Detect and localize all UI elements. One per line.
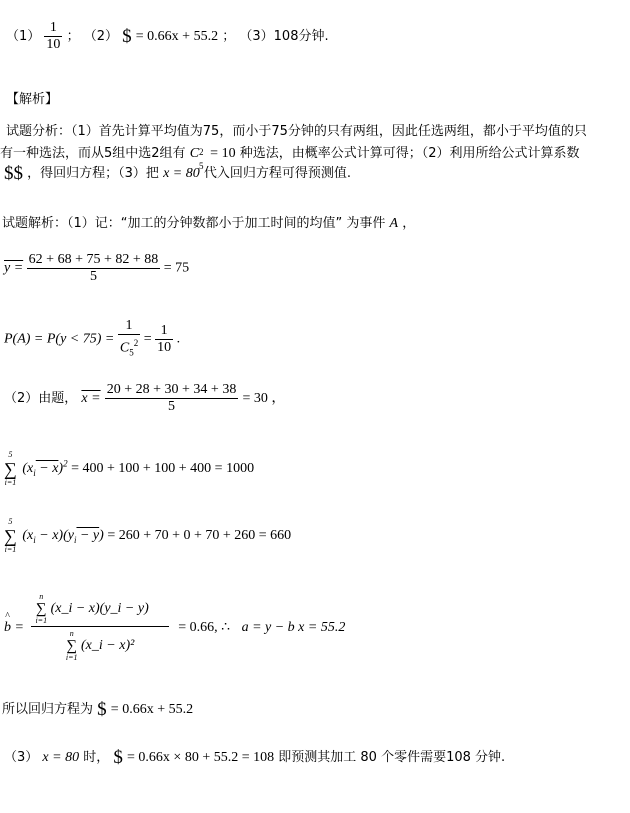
term-x: (x — [22, 528, 34, 544]
summation-symbol: 5 ∑ i=1 — [4, 517, 17, 554]
xbar-denominator: 5 — [168, 399, 176, 414]
sum-xy-rhs: = 260 + 70 + 0 + 70 + 260 = 660 — [107, 528, 292, 544]
fraction-numerator: 1 — [44, 20, 62, 37]
fraction-denominator: 10 — [46, 37, 61, 52]
regression-rhs: = 0.66x + 55.2 — [110, 702, 194, 717]
probability-fraction-2 — [155, 323, 173, 356]
term-x: (x — [22, 461, 34, 477]
analysis-line-3-end: 代入回归方程可得预测值. — [203, 166, 352, 181]
b-hat-lhs — [4, 620, 24, 635]
b-hat-numerator — [31, 592, 168, 627]
b-hat-numerator-term: (x_i − x)(y_i − y) — [50, 601, 149, 617]
regression-label: 所以回归方程为 — [2, 702, 94, 717]
summation-lower: i=1 — [35, 616, 48, 625]
xbar-fraction — [105, 382, 239, 415]
ybar-fraction — [27, 252, 161, 285]
combination-sub: 5 — [199, 161, 204, 171]
summation-lower: i=1 — [65, 653, 78, 662]
analysis-line-2-end: 种选法，由概率公式计算可得；（2）利用所给公式计算系数 — [239, 146, 580, 161]
xbar-label: （2）由题， — [4, 391, 78, 406]
b-hat-equation — [4, 592, 345, 663]
combination-symbol: C — [119, 340, 130, 356]
coefficient-glyphs: $$ — [4, 163, 23, 184]
term-xbar: − x — [35, 461, 59, 477]
xbar-numerator: 20 + 28 + 30 + 34 + 38 — [106, 382, 237, 397]
summation-lower: i=1 — [4, 545, 17, 554]
answer-part1-fraction — [44, 20, 62, 53]
x-value: x = 80 — [163, 166, 200, 181]
summation-upper: 5 — [8, 517, 13, 526]
xbar-rhs: = 30 ， — [242, 391, 286, 406]
term-index: i — [73, 535, 77, 546]
prediction-when: 时， — [83, 750, 110, 765]
analysis-line-1: 试题分析：（1）首先计算平均值为75，而小于75分钟的只有两组，因此任选两组，都小于平均值的只 — [6, 124, 587, 139]
combination-sup: 2 — [133, 338, 139, 348]
prediction-calculation: = 0.66x × 80 + 55.2 = 108 — [127, 750, 275, 765]
probability-numerator-2: 1 — [155, 323, 173, 340]
summation-symbol: 5 ∑ i=1 — [4, 450, 17, 487]
summation-upper: n — [39, 592, 44, 601]
equals-sign: = — [143, 331, 152, 347]
term-close: ) — [58, 461, 64, 477]
probability-fraction-1 — [118, 318, 140, 360]
event-symbol: A — [389, 216, 399, 231]
prediction-x: x = 80 — [42, 750, 80, 765]
answer-separator: ； — [66, 29, 80, 44]
xbar-equation — [4, 382, 285, 415]
prediction-text: 即预测其加工 80 个零件需要108 分钟. — [278, 750, 506, 765]
solution-intro-text: 试题解析：（1）记：“加工的分钟数都小于加工时间的均值” 为事件 — [2, 216, 386, 231]
analysis-line-3 — [4, 162, 351, 185]
probability-lhs: P(A) = P(y < 75) = — [4, 331, 115, 347]
ybar-lhs: y = — [4, 260, 24, 276]
term-mid: − x)(y — [35, 528, 74, 544]
regression-line — [2, 698, 193, 721]
summation-upper: 5 — [8, 450, 13, 459]
b-hat: ^ b = — [4, 620, 24, 636]
ybar-denominator: 5 — [89, 269, 97, 284]
combination-sup: 2 — [199, 147, 204, 157]
answer-part3: （3）108分钟. — [239, 29, 329, 44]
b-hat-rhs: = 0.66, ∴ — [178, 619, 231, 635]
section-title: 【解析】 — [6, 92, 59, 107]
answer-part1-label: （1） — [6, 29, 41, 44]
summation-symbol: n ∑ i=1 — [65, 629, 78, 662]
analysis-line-2 — [0, 142, 580, 171]
analysis-line-2-text: 有一种选法，而从5组中选2组有 — [0, 146, 186, 161]
sum-xy-equation — [4, 517, 291, 555]
term-square: 2 — [63, 458, 68, 469]
answer-part2-label: （2） — [83, 29, 118, 44]
ybar-rhs: = 75 — [163, 260, 190, 276]
probability-denominator-1 — [118, 335, 140, 360]
a-hat-equation: a = y − b x = 55.2 — [241, 619, 346, 635]
summation-upper: n — [69, 629, 74, 638]
sum-xy-term — [22, 528, 104, 546]
combination-symbol: C — [189, 146, 200, 161]
prediction-label: （3） — [4, 750, 39, 765]
summation-symbol: n ∑ i=1 — [35, 592, 48, 625]
term-close: ) — [99, 528, 104, 544]
summation-lower: i=1 — [4, 478, 17, 487]
period: . — [176, 331, 181, 347]
sum-xx-term — [22, 458, 68, 479]
y-hat-glyph: $ — [97, 699, 107, 720]
probability-numerator-1: 1 — [118, 318, 140, 335]
answer-regression-rhs: = 0.66x + 55.2 — [135, 29, 219, 44]
solution-intro-end: ， — [402, 216, 416, 231]
term-ybar: − y — [76, 528, 100, 544]
combination-value: = 10 — [210, 146, 236, 161]
combination-sub: 5 — [129, 347, 134, 358]
sum-xx-rhs: = 400 + 100 + 100 + 400 = 1000 — [71, 461, 255, 477]
xbar-lhs: x = — [81, 391, 101, 406]
b-hat-denominator-term: (x_i − x)² — [81, 638, 135, 654]
answer-line — [6, 20, 329, 53]
probability-equation — [4, 318, 180, 360]
ybar-equation — [4, 252, 189, 285]
term-index: i — [33, 535, 36, 546]
term-index: i — [33, 468, 36, 479]
y-hat-glyph: $ — [113, 747, 123, 768]
y-hat-glyph: $ — [122, 26, 132, 47]
solution-intro — [2, 212, 415, 232]
b-hat-denominator — [31, 627, 168, 663]
ybar-numerator: 62 + 68 + 75 + 82 + 88 — [28, 252, 159, 267]
probability-denominator-2: 10 — [157, 339, 172, 355]
b-hat-fraction — [31, 592, 168, 663]
analysis-line-3-text: ，得回归方程；（3）把 — [27, 166, 159, 181]
prediction-line — [4, 746, 505, 769]
answer-separator: ； — [222, 29, 236, 44]
sum-xx-equation — [4, 450, 254, 488]
